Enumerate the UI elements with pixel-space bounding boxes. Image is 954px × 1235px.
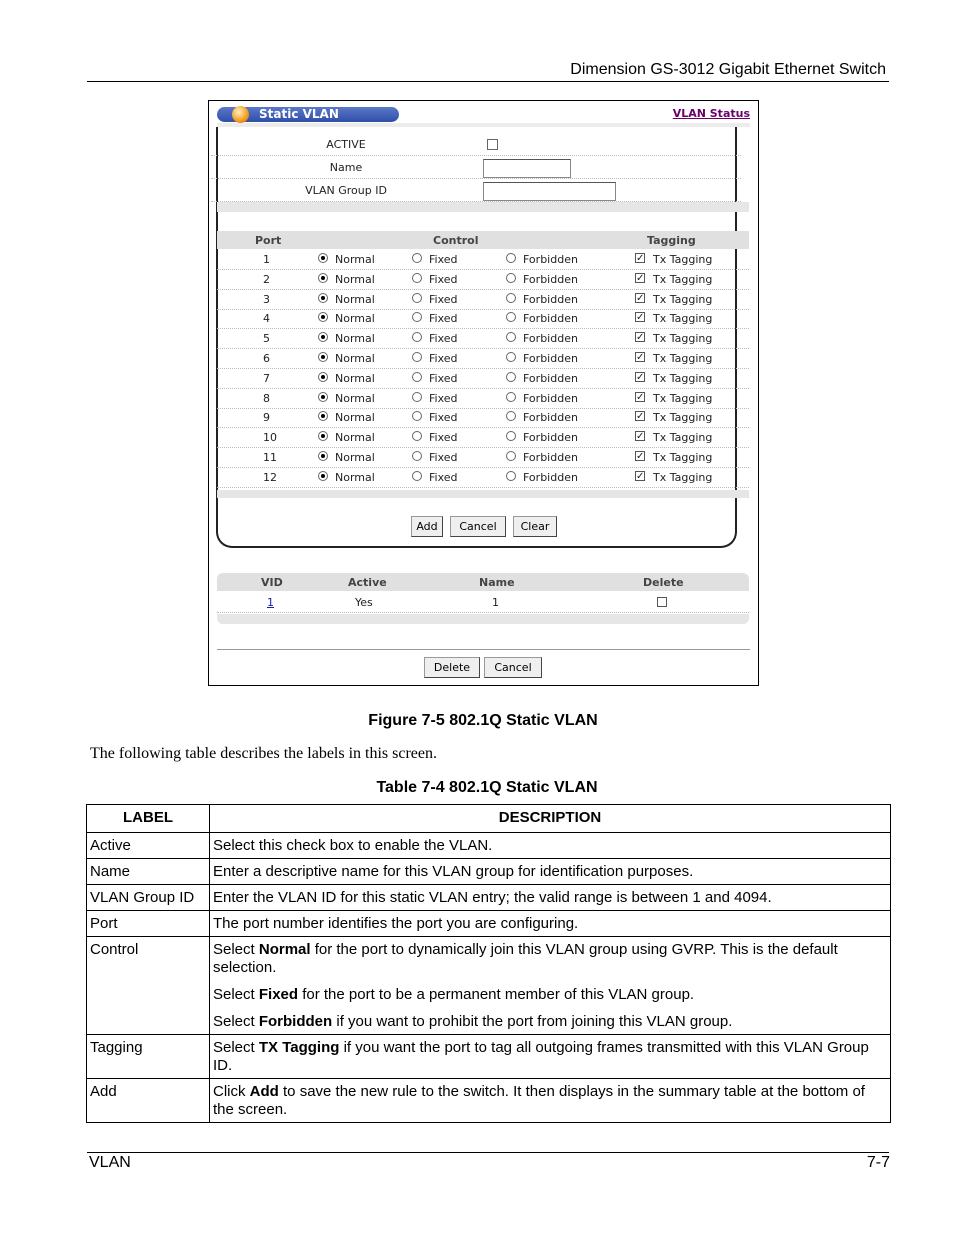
port-row (217, 349, 749, 369)
port-number: 9 (263, 411, 270, 425)
fixed-label: Fixed (429, 312, 458, 326)
fixed-radio[interactable] (412, 293, 422, 303)
row-label: Add (87, 1079, 210, 1123)
normal-radio[interactable] (318, 332, 328, 342)
vid-link[interactable]: 1 (267, 596, 274, 609)
normal-label: Normal (335, 253, 375, 266)
normal-radio[interactable] (318, 253, 328, 263)
table-caption: Table 7-4 802.1Q Static VLAN (376, 779, 598, 796)
header-rule (87, 81, 889, 82)
footer-section: VLAN (89, 1154, 131, 1171)
tx-tagging-checkbox[interactable]: ✓ (636, 352, 645, 363)
forbidden-radio[interactable] (506, 332, 516, 342)
fixed-radio[interactable] (412, 471, 422, 481)
vid-column-header: VID (261, 576, 283, 589)
tx-tagging-checkbox[interactable]: ✓ (636, 292, 645, 304)
row-description (210, 937, 891, 1035)
normal-label: Normal (335, 332, 375, 346)
normal-radio[interactable] (318, 451, 328, 461)
forbidden-label: Forbidden (523, 391, 578, 405)
fixed-radio[interactable] (412, 312, 422, 322)
form-footer-bar (217, 202, 749, 212)
summary-delete-checkbox[interactable] (657, 597, 667, 607)
summary-footer-bar (217, 614, 749, 624)
normal-radio[interactable] (318, 273, 328, 283)
forbidden-label: Forbidden (523, 371, 578, 385)
tab-title: Static VLAN (259, 107, 339, 121)
port-number: 4 (263, 312, 270, 326)
summary-row (217, 593, 749, 613)
port-row (217, 408, 749, 428)
port-number: 12 (263, 470, 277, 484)
forbidden-radio[interactable] (506, 312, 516, 322)
normal-label: Normal (335, 470, 375, 484)
control-normal-paragraph: Select Normal for the port to dynamically join this VLAN group using GVRP. This is the default selection. (213, 941, 838, 976)
tx-tagging-label: Tx Tagging (653, 431, 713, 445)
forbidden-radio[interactable] (506, 431, 516, 441)
normal-label: Normal (335, 292, 375, 306)
forbidden-radio[interactable] (506, 392, 516, 402)
running-header-title: Dimension GS-3012 Gigabit Ethernet Switch (570, 61, 886, 78)
active-column-header: Active (348, 576, 387, 589)
forbidden-label: Forbidden (523, 272, 578, 286)
control-fixed-paragraph: Select Fixed for the port to be a permanent member of this VLAN group. (213, 986, 695, 1003)
port-table-footer-bar (217, 490, 749, 498)
button-separator (217, 649, 750, 650)
forbidden-label: Forbidden (523, 332, 578, 346)
row-label: VLAN Group ID (87, 885, 210, 911)
control-forbidden-paragraph: Select Forbidden if you want to prohibit the port from joining this VLAN group. (213, 1013, 733, 1030)
fixed-radio[interactable] (412, 411, 422, 421)
add-button[interactable]: Add (411, 516, 443, 537)
fixed-label: Fixed (429, 431, 458, 445)
delete-column-header: Delete (643, 576, 684, 589)
forbidden-label: Forbidden (523, 292, 578, 306)
port-row (217, 270, 749, 290)
forbidden-label: Forbidden (523, 470, 578, 484)
forbidden-radio[interactable] (506, 352, 516, 362)
name-column-header: Name (479, 576, 515, 589)
table-row (87, 1035, 891, 1079)
normal-label: Normal (335, 272, 375, 286)
port-number: 8 (263, 391, 270, 405)
port-number: 2 (263, 272, 270, 286)
normal-radio[interactable] (318, 372, 328, 382)
name-row (211, 156, 741, 179)
normal-label: Normal (335, 352, 375, 365)
forbidden-radio[interactable] (506, 372, 516, 382)
normal-label: Normal (335, 312, 375, 326)
footer-rule (87, 1152, 889, 1153)
summary-table-header (217, 573, 749, 591)
forbidden-label: Forbidden (523, 253, 578, 266)
port-row (217, 389, 749, 409)
port-number: 5 (263, 332, 270, 346)
port-number: 6 (263, 352, 270, 365)
port-row (217, 428, 749, 448)
tx-tagging-label: Tx Tagging (653, 332, 713, 346)
table-row (87, 833, 891, 859)
tx-tagging-label: Tx Tagging (653, 371, 713, 385)
tx-tagging-label: Tx Tagging (653, 253, 713, 266)
port-number: 10 (263, 431, 277, 445)
normal-label: Normal (335, 371, 375, 385)
active-checkbox[interactable] (487, 139, 498, 150)
summary-name-value: 1 (492, 596, 499, 609)
forbidden-radio[interactable] (506, 273, 516, 283)
port-table-header (217, 231, 749, 249)
tx-tagging-label: Tx Tagging (653, 292, 713, 306)
tagging-column-header: Tagging (647, 234, 696, 247)
tx-tagging-label: Tx Tagging (653, 352, 713, 365)
forbidden-radio[interactable] (506, 253, 516, 263)
active-label: ACTIVE (326, 138, 366, 151)
cancel-summary-button[interactable]: Cancel (484, 657, 542, 678)
tx-tagging-checkbox[interactable]: ✓ (636, 411, 645, 423)
label-description-table (86, 804, 891, 1123)
table-row (87, 885, 891, 911)
control-column-header: Control (433, 234, 479, 247)
fixed-label: Fixed (429, 272, 458, 286)
vlan-group-id-input[interactable] (483, 182, 616, 201)
port-row (217, 369, 749, 389)
row-label: Control (87, 937, 210, 1035)
name-input[interactable] (483, 159, 571, 178)
table-row (87, 937, 891, 1035)
fixed-radio[interactable] (412, 332, 422, 342)
tx-tagging-checkbox[interactable]: ✓ (636, 371, 645, 383)
normal-radio[interactable] (318, 352, 328, 362)
row-description: Select this check box to enable the VLAN. (210, 833, 891, 859)
forbidden-label: Forbidden (523, 431, 578, 445)
row-description: Enter the VLAN ID for this static VLAN entry; the valid range is between 1 and 4094. (210, 885, 891, 911)
table-row (87, 911, 891, 937)
tx-tagging-checkbox[interactable]: ✓ (636, 332, 645, 344)
fixed-label: Fixed (429, 292, 458, 306)
port-row (217, 290, 749, 310)
forbidden-label: Forbidden (523, 451, 578, 464)
orb-icon (232, 106, 249, 123)
tx-tagging-checkbox[interactable]: ✓ (636, 431, 645, 443)
figure-caption: Figure 7-5 802.1Q Static VLAN (368, 712, 598, 729)
row-description: Click Add to save the new rule to the switch. It then displays in the summary table at the bottom of the screen. (210, 1079, 891, 1123)
fixed-label: Fixed (429, 253, 458, 266)
forbidden-radio[interactable] (506, 293, 516, 303)
static-vlan-screenshot (208, 100, 759, 686)
normal-label: Normal (335, 391, 375, 405)
port-number: 1 (263, 253, 270, 266)
fixed-radio[interactable] (412, 431, 422, 441)
row-label: Tagging (87, 1035, 210, 1079)
row-description: Select TX Tagging if you want the port to tag all outgoing frames transmitted with this VLAN Group ID. (210, 1035, 891, 1079)
summary-active-value: Yes (355, 596, 373, 609)
tab-static-vlan (217, 107, 399, 122)
forbidden-radio[interactable] (506, 451, 516, 461)
label-header: LABEL (87, 805, 210, 833)
tx-tagging-checkbox[interactable]: ✓ (636, 312, 645, 324)
port-row (217, 329, 749, 349)
port-number: 3 (263, 292, 270, 306)
tx-tagging-label: Tx Tagging (653, 470, 713, 484)
fixed-label: Fixed (429, 451, 458, 464)
row-label: Name (87, 859, 210, 885)
fixed-radio[interactable] (412, 451, 422, 461)
tx-tagging-checkbox[interactable]: ✓ (636, 253, 645, 264)
port-number: 7 (263, 371, 270, 385)
page-number: 7-7 (866, 1154, 890, 1171)
forbidden-label: Forbidden (523, 312, 578, 326)
normal-radio[interactable] (318, 431, 328, 441)
normal-label: Normal (335, 451, 375, 464)
vlan-group-id-row (211, 179, 741, 202)
fixed-label: Fixed (429, 470, 458, 484)
forbidden-radio[interactable] (506, 471, 516, 481)
vlan-group-id-label: VLAN Group ID (305, 184, 387, 197)
forbidden-label: Forbidden (523, 411, 578, 425)
port-row (217, 468, 749, 488)
fixed-label: Fixed (429, 411, 458, 425)
fixed-label: Fixed (429, 391, 458, 405)
tx-tagging-label: Tx Tagging (653, 411, 713, 425)
fixed-label: Fixed (429, 332, 458, 346)
tx-tagging-label: Tx Tagging (653, 312, 713, 326)
row-label: Port (87, 911, 210, 937)
table-row (87, 859, 891, 885)
fixed-radio[interactable] (412, 253, 422, 263)
normal-radio[interactable] (318, 471, 328, 481)
table-header-row (87, 805, 891, 833)
row-description: The port number identifies the port you are configuring. (210, 911, 891, 937)
vlan-status-link[interactable]: VLAN Status (672, 107, 750, 120)
normal-radio[interactable] (318, 392, 328, 402)
name-label: Name (329, 161, 363, 174)
port-row (217, 448, 749, 468)
clear-button[interactable]: Clear (513, 516, 557, 537)
tx-tagging-checkbox[interactable]: ✓ (636, 391, 645, 403)
fixed-radio[interactable] (412, 392, 422, 402)
row-description: Enter a descriptive name for this VLAN group for identification purposes. (210, 859, 891, 885)
active-row (211, 133, 741, 156)
fixed-radio[interactable] (412, 352, 422, 362)
tx-tagging-label: Tx Tagging (653, 391, 713, 405)
fixed-radio[interactable] (412, 372, 422, 382)
table-row (87, 1079, 891, 1123)
fixed-label: Fixed (429, 352, 458, 365)
normal-label: Normal (335, 431, 375, 445)
intro-text: The following table describes the labels in this screen. (90, 745, 438, 762)
forbidden-label: Forbidden (523, 352, 578, 365)
tx-tagging-label: Tx Tagging (653, 451, 713, 464)
row-label: Active (87, 833, 210, 859)
normal-radio[interactable] (318, 411, 328, 421)
port-number: 11 (263, 451, 277, 464)
cancel-button[interactable]: Cancel (450, 516, 506, 537)
tx-tagging-label: Tx Tagging (653, 272, 713, 286)
normal-radio[interactable] (318, 312, 328, 322)
description-header: DESCRIPTION (210, 805, 891, 833)
fixed-radio[interactable] (412, 273, 422, 283)
tx-tagging-checkbox[interactable]: ✓ (636, 272, 645, 284)
delete-button[interactable]: Delete (424, 657, 480, 678)
normal-radio[interactable] (318, 293, 328, 303)
port-row (217, 309, 749, 329)
tx-tagging-checkbox[interactable]: ✓ (636, 470, 645, 482)
tx-tagging-checkbox[interactable]: ✓ (636, 451, 645, 462)
forbidden-radio[interactable] (506, 411, 516, 421)
port-row (217, 250, 749, 270)
fixed-label: Fixed (429, 371, 458, 385)
port-column-header: Port (255, 234, 282, 247)
normal-label: Normal (335, 411, 375, 425)
